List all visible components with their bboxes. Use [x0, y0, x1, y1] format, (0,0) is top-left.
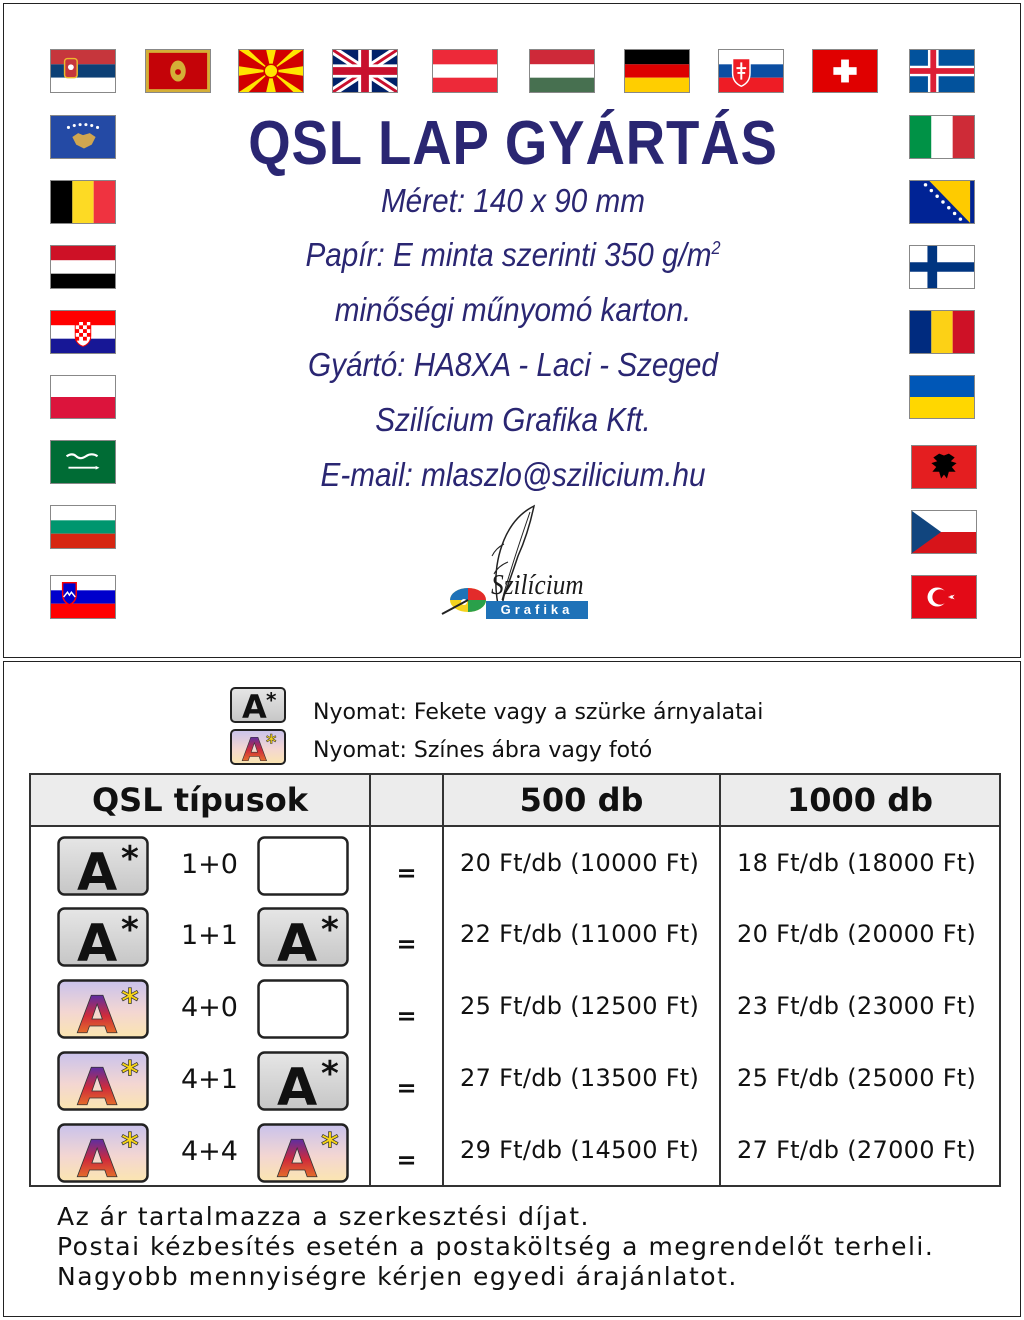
- slovenia-flag: [50, 575, 116, 619]
- equals-sign: =: [396, 930, 417, 958]
- bulgaria-flag: [50, 505, 116, 549]
- table-row: [30, 1114, 1000, 1186]
- svg-text:*: *: [121, 982, 139, 1022]
- qsl-type-cell: [30, 1042, 370, 1114]
- price-1000-cell: 25 Ft/db (25000 Ft): [720, 1042, 1000, 1114]
- email-line: E-mail: mlaszlo@szilicium.hu: [320, 456, 706, 493]
- montenegro-flag: [145, 49, 211, 93]
- svg-text:*: *: [121, 1126, 139, 1166]
- equals-cell: [370, 898, 443, 970]
- svg-text:A: A: [242, 731, 267, 765]
- color-print-badge-icon: [57, 1123, 149, 1183]
- logo-wordmark: Szilícium: [491, 570, 584, 601]
- svg-text:A: A: [77, 843, 118, 896]
- svg-text:A: A: [277, 1130, 318, 1183]
- svg-text:A: A: [277, 1058, 318, 1111]
- equals-cell: [370, 970, 443, 1042]
- svg-text:*: *: [121, 1054, 139, 1094]
- equals-sign: =: [396, 1074, 417, 1102]
- czech-flag: [911, 510, 977, 554]
- bw-print-badge-icon: [57, 836, 149, 896]
- price-500-cell: 22 Ft/db (11000 Ft): [443, 898, 720, 970]
- price-card: [3, 661, 1021, 1317]
- qsl-type-cell: [30, 1114, 370, 1186]
- print-code: 1+0: [181, 849, 238, 880]
- price-1000-cell: 20 Ft/db (20000 Ft): [720, 898, 1000, 970]
- table-row: [30, 1042, 1000, 1114]
- legend-bw-text: Nyomat: Fekete vagy a szürke árnyalatai: [313, 700, 764, 725]
- equals-cell: [370, 1114, 443, 1186]
- svg-text:*: *: [321, 1054, 339, 1094]
- price-1000-cell: 27 Ft/db (27000 Ft): [720, 1114, 1000, 1186]
- header-equals: [370, 774, 443, 826]
- table-row: [30, 970, 1000, 1042]
- qsl-type-cell: [30, 898, 370, 970]
- equals-sign: =: [396, 1145, 417, 1174]
- equals-sign: =: [396, 1002, 417, 1030]
- bw-print-badge-icon: [257, 1051, 349, 1111]
- austria-flag: [432, 49, 498, 93]
- hungary-flag: [529, 49, 595, 93]
- qsl-type-cell: [30, 970, 370, 1042]
- note-line: Az ár tartalmazza a szerkesztési díjat.: [57, 1202, 590, 1231]
- print-code: 4+4: [181, 1136, 238, 1167]
- turkey-flag: [911, 575, 977, 619]
- paper-line-2: minőségi műnyomó karton.: [334, 291, 692, 328]
- print-code: 1+1: [181, 920, 238, 951]
- color-print-badge-icon: [57, 1051, 149, 1111]
- note-line: Nagyobb mennyiségre kérjen egyedi árajánlatot.: [57, 1262, 738, 1291]
- table-row: [30, 826, 1000, 898]
- equals-cell: [370, 826, 443, 898]
- blank-side-badge: [257, 979, 349, 1039]
- qsl-info-card: [3, 3, 1021, 658]
- bw-print-badge-icon: [57, 907, 149, 967]
- svg-text:A: A: [77, 1058, 118, 1111]
- notes: [57, 1202, 934, 1292]
- color-print-badge-icon: [57, 979, 149, 1039]
- north-macedonia-flag: [238, 49, 304, 93]
- print-code: 4+1: [181, 1064, 238, 1095]
- color-print-badge-icon: [230, 729, 286, 765]
- slovakia-flag: [718, 49, 784, 93]
- price-500-cell: 29 Ft/db (14500 Ft): [443, 1114, 720, 1186]
- svg-text:*: *: [121, 910, 139, 950]
- svg-text:A: A: [77, 986, 118, 1039]
- price-500-cell: 20 Ft/db (10000 Ft): [443, 826, 720, 898]
- header-1000: 1000 db: [720, 774, 1000, 826]
- svg-text:A: A: [242, 688, 267, 723]
- equals-sign: =: [396, 858, 417, 887]
- price-1000-cell: 23 Ft/db (23000 Ft): [720, 970, 1000, 1042]
- maker-line: Gyártó: HA8XA - Laci - Szeged: [308, 346, 718, 383]
- blank-side-badge: [257, 836, 349, 896]
- germany-flag: [624, 49, 690, 93]
- header-types: QSL típusok: [30, 774, 370, 826]
- print-code: 4+0: [181, 992, 238, 1023]
- united-kingdom-flag: [332, 49, 398, 93]
- note-line: Postai kézbesítés esetén a postaköltség a megrendelőt terheli.: [57, 1232, 935, 1261]
- price-1000-cell: 18 Ft/db (18000 Ft): [720, 826, 1000, 898]
- price-table-body: [30, 826, 1000, 1186]
- table-header-row: [30, 774, 1000, 826]
- page-title: QSL LAP GYÁRTÁS: [248, 109, 778, 178]
- switzerland-flag: [812, 49, 878, 93]
- price-table: [29, 773, 1001, 1187]
- svg-text:A: A: [77, 914, 118, 967]
- table-row: [30, 898, 1000, 970]
- bw-print-badge-icon: [257, 907, 349, 967]
- svg-text:A: A: [77, 1130, 118, 1183]
- logo-subtitle: Grafika: [486, 601, 588, 619]
- color-print-badge-icon: [257, 1123, 349, 1183]
- company-line: Szilícium Grafika Kft.: [375, 401, 651, 438]
- serbia-flag: [50, 49, 116, 93]
- price-500-cell: 25 Ft/db (12500 Ft): [443, 970, 720, 1042]
- legend-color-text: Nyomat: Színes ábra vagy fotó: [313, 738, 653, 763]
- bw-print-badge-icon: [230, 687, 286, 723]
- size-line: Méret: 140 x 90 mm: [380, 182, 646, 219]
- qsl-type-cell: [30, 826, 370, 898]
- svg-text:*: *: [121, 839, 139, 879]
- paper-superscript: 2: [711, 238, 721, 258]
- svg-text:*: *: [266, 730, 277, 754]
- price-500-cell: 27 Ft/db (13500 Ft): [443, 1042, 720, 1114]
- svg-text:*: *: [266, 688, 277, 712]
- svg-text:A: A: [277, 914, 318, 967]
- paper-line: [55, 236, 971, 274]
- iceland-flag: [909, 49, 975, 93]
- svg-text:*: *: [321, 910, 339, 950]
- svg-text:*: *: [321, 1126, 339, 1166]
- paper-line-text: Papír: E minta szerinti 350 g/m: [305, 236, 712, 273]
- header-500: 500 db: [443, 774, 720, 826]
- equals-cell: [370, 1042, 443, 1114]
